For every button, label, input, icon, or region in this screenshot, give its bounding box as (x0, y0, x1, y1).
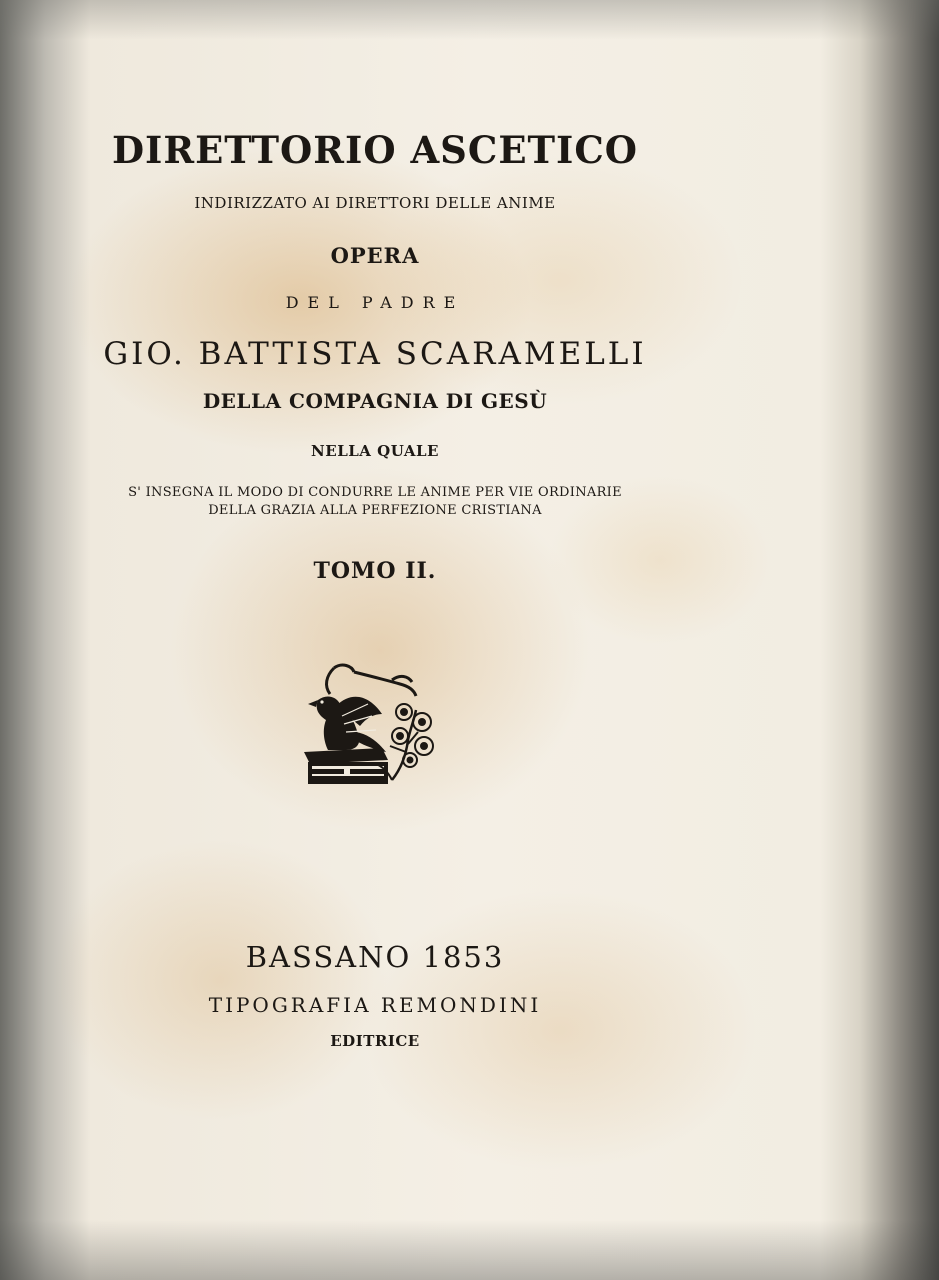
imprint-place-year: BASSANO 1853 (245, 940, 505, 974)
religious-order: DELLA COMPAGNIA DI GESÙ (202, 389, 548, 413)
volume-label: TOMO II. (313, 558, 437, 584)
opera-label: OPERA (330, 243, 420, 268)
imprint-role: EDITRICE (330, 1032, 420, 1050)
del-padre-label: DEL PADRE (285, 293, 465, 312)
page-shadow-bottom (0, 1220, 939, 1280)
flowers-shape (376, 704, 433, 780)
page-shadow-top (0, 0, 939, 40)
nella-quale-label: NELLA QUALE (311, 442, 439, 460)
imprint-printer: TIPOGRAFIA REMONDINI (208, 993, 542, 1017)
description-line-2: DELLA GRAZIA ALLA PERFEZIONE CRISTIANA (208, 503, 542, 518)
printer-device-vignette-icon (296, 660, 446, 795)
chest-shape (304, 748, 388, 784)
book-subtitle: INDIRIZZATO AI DIRETTORI DELLE ANIME (194, 194, 556, 212)
description-line-1: S' INSEGNA IL MODO DI CONDURRE LE ANIME PER VIE ORDINARIE (128, 485, 622, 500)
author-name: GIO. BATTISTA SCARAMELLI (103, 336, 647, 372)
eagle-shape (308, 697, 386, 752)
book-title: DIRETTORIO ASCETICO (111, 128, 639, 172)
ribbon-shape (327, 665, 416, 696)
